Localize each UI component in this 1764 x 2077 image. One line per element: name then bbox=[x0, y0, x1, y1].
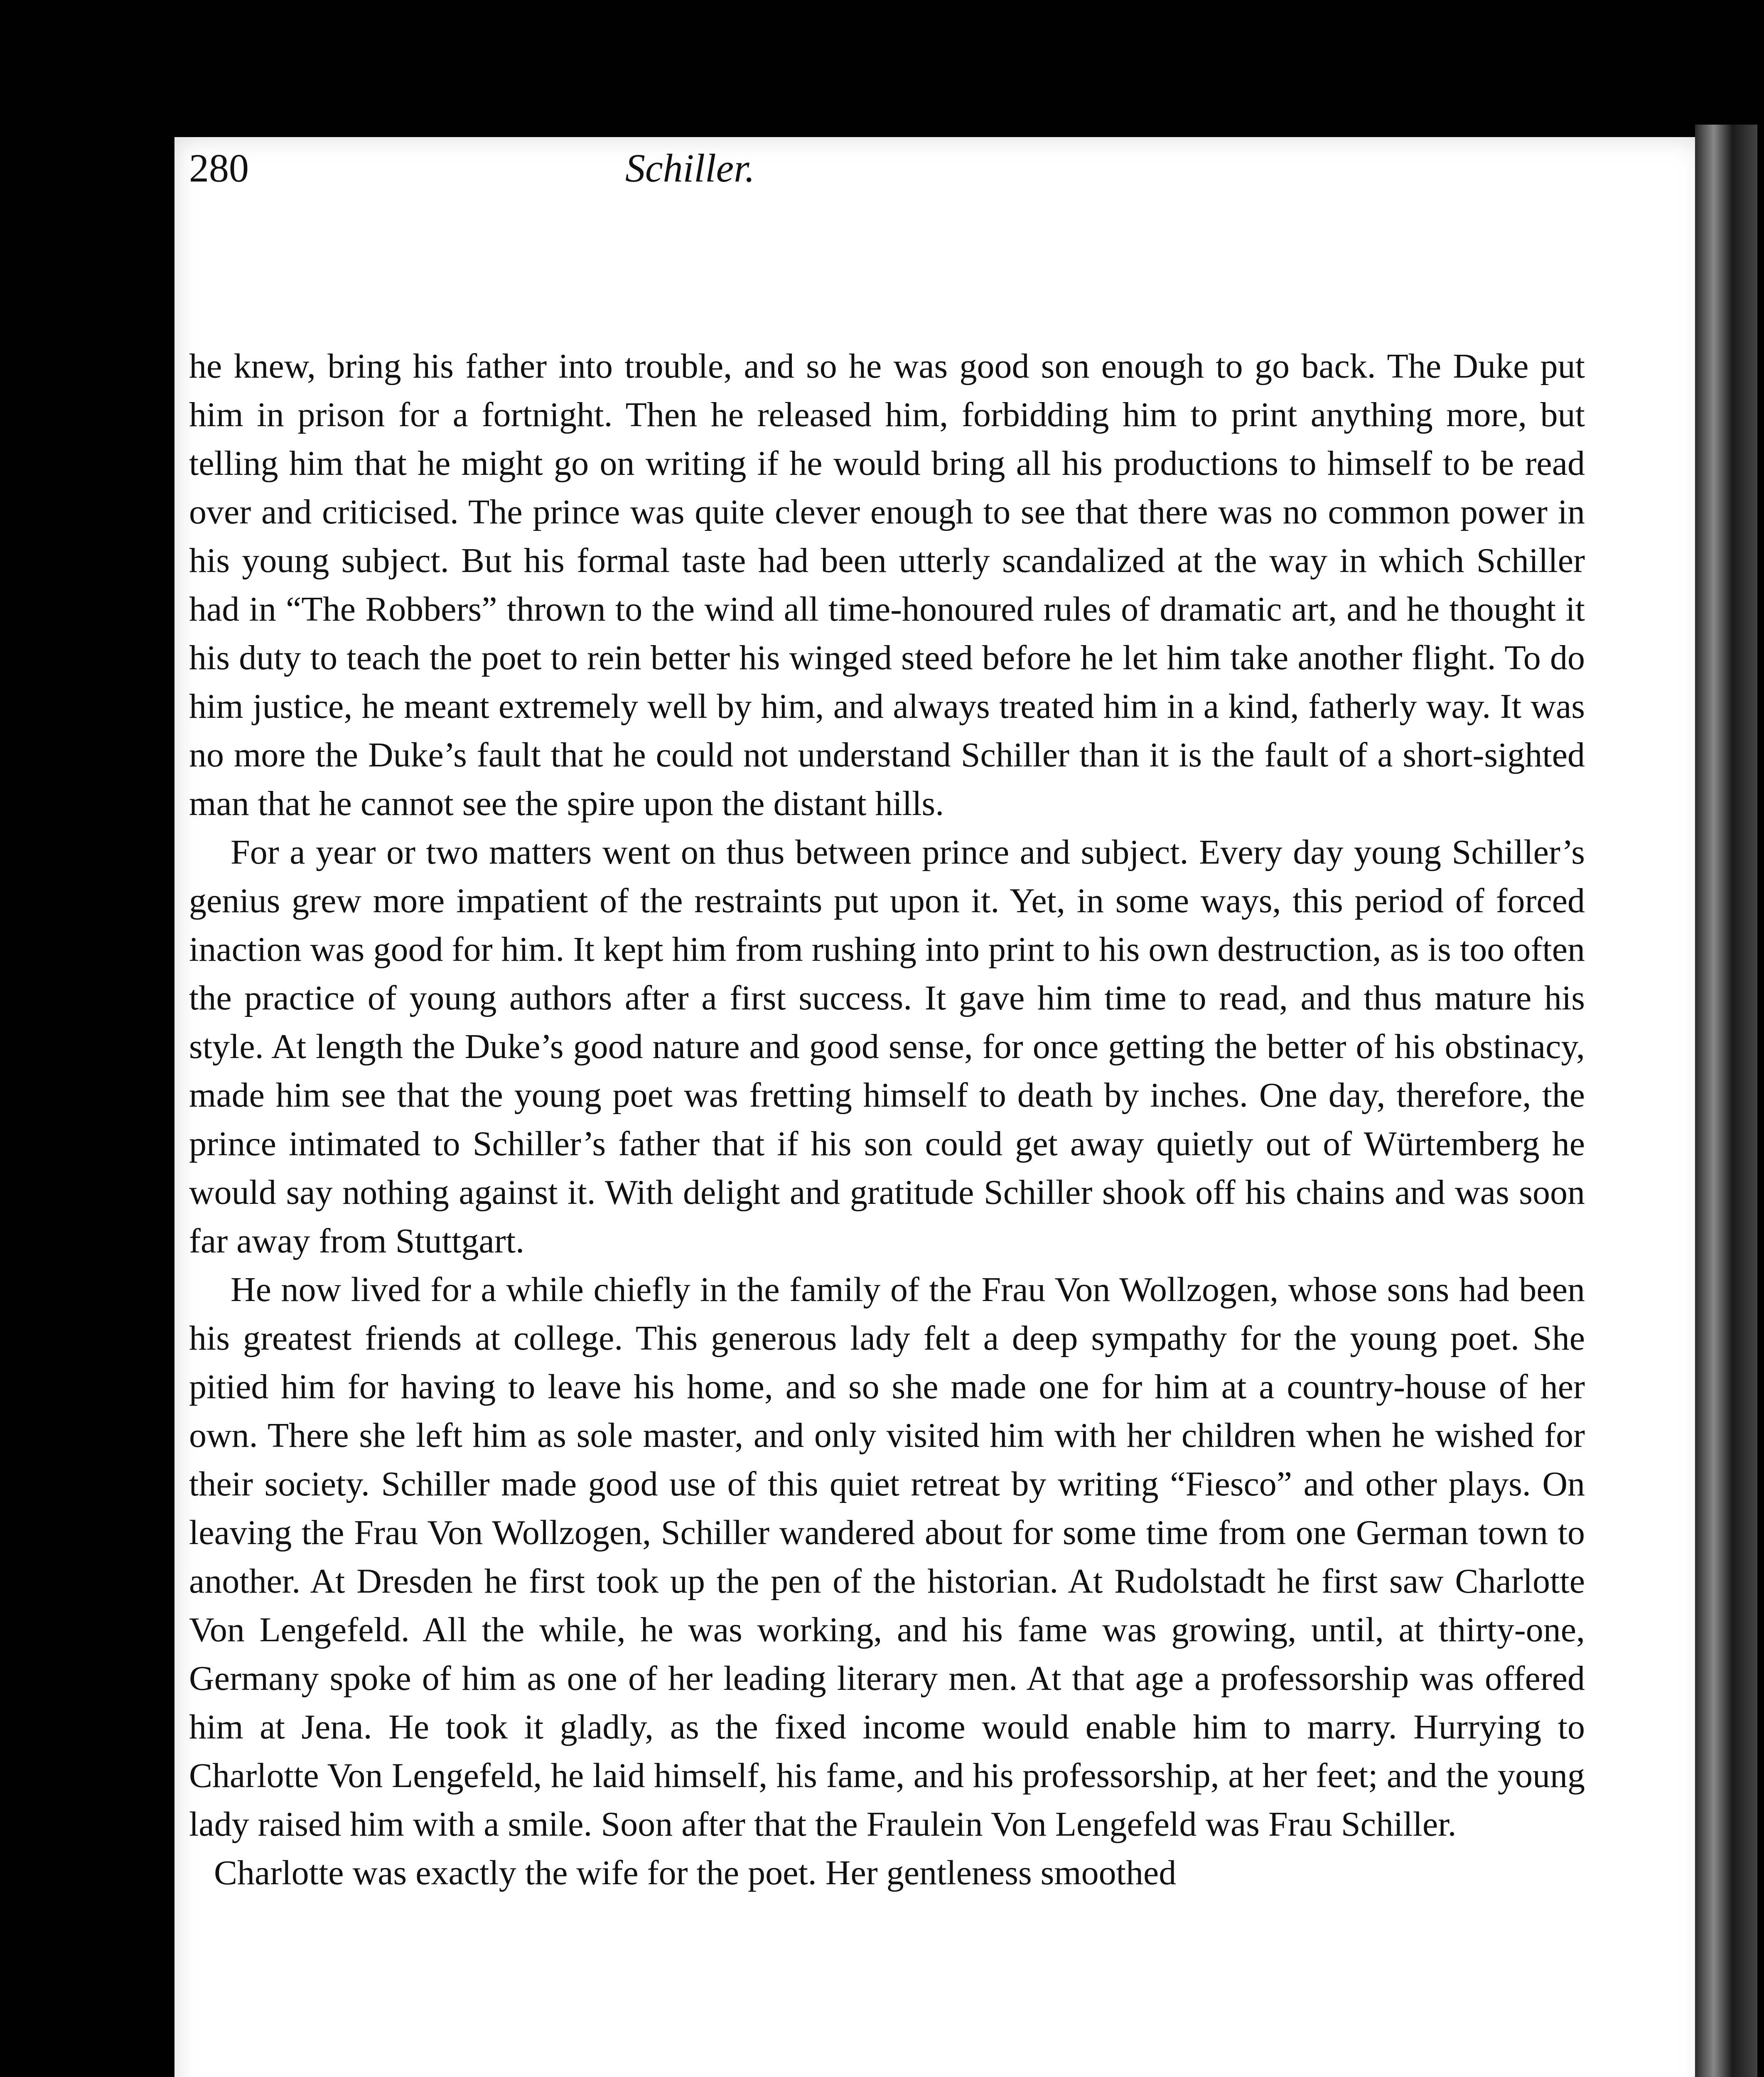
running-title: Schiller. bbox=[625, 146, 755, 190]
page-number: 280 bbox=[189, 146, 249, 190]
paragraph-1: he knew, bring his father into trouble, and so he was good son enough to go back. The Duke put him in prison for a fortnight. Then he released him, forbidding him to print anything more, but telling him that he might go on writing if he would bring all his productions to himself to be read over and criticised. The prince was quite clever enough to see that there was no common power in his young subject. But his formal taste had been utterly scandalized at the way in which Schiller had in “The Robbers” thrown to the wind all time-honoured rules of dramatic art, and he thought it his duty to teach the poet to rein better his winged steed before he let him take another flight. To do him justice, he meant extremely well by him, and always treated him in a kind, fatherly way. It was no more the Duke’s fault that he could not understand Schiller than it is the fault of a short-sighted man that he cannot see the spire upon the distant hills. bbox=[189, 347, 1585, 823]
page-edge bbox=[1695, 125, 1757, 2077]
paragraph-2: For a year or two matters went on thus between prince and subject. Every day young Schiller’s genius grew more impatient of the restraints put upon it. Yet, in some ways, this period of forced inaction was good for him. It kept him from rushing into print to his own destruction, as is too often the practice of young authors after a first success. It gave him time to read, and thus mature his style. At length the Duke’s good nature and good sense, for once getting the better of his obstinacy, made him see that the young poet was fretting himself to death by inches. One day, therefore, the prince intimated to Schiller’s father that if his son could get away quietly out of Würtemberg he would say nothing against it. With delight and gratitude Schiller shook off his chains and was soon far away from Stuttgart. bbox=[189, 833, 1585, 1260]
paragraph-3: He now lived for a while chiefly in the family of the Frau Von Wollzogen, whose sons had been his greatest friends at college. This generous lady felt a deep sympathy for the young poet. She pitied him for having to leave his home, and so she made one for him at a country-house of her own. There she left him as sole master, and only visited him with her children when he wished for their society. Schiller made good use of this quiet retreat by writing “Fiesco” and other plays. On leaving the Frau Von Wollzogen, Schiller wandered about for some time from one German town to another. At Dresden he first took up the pen of the historian. At Rudolstadt he first saw Charlotte Von Lengefeld. All the while, he was working, and his fame was growing, until, at thirty-one, Germany spoke of him as one of her leading literary men. At that age a professorship was offered him at Jena. He took it gladly, as the fixed income would enable him to marry. Hurrying to Charlotte Von Lengefeld, he laid himself, his fame, and his professorship, at her feet; and the young lady raised him with a smile. Soon after that the Fraulein Von Lengefeld was Frau Schiller. bbox=[189, 1270, 1585, 1844]
paragraph-4: Charlotte was exactly the wife for the poet. Her gentleness smoothed bbox=[214, 1854, 1177, 1892]
body-text bbox=[189, 342, 1585, 1897]
page-header bbox=[189, 127, 1394, 210]
